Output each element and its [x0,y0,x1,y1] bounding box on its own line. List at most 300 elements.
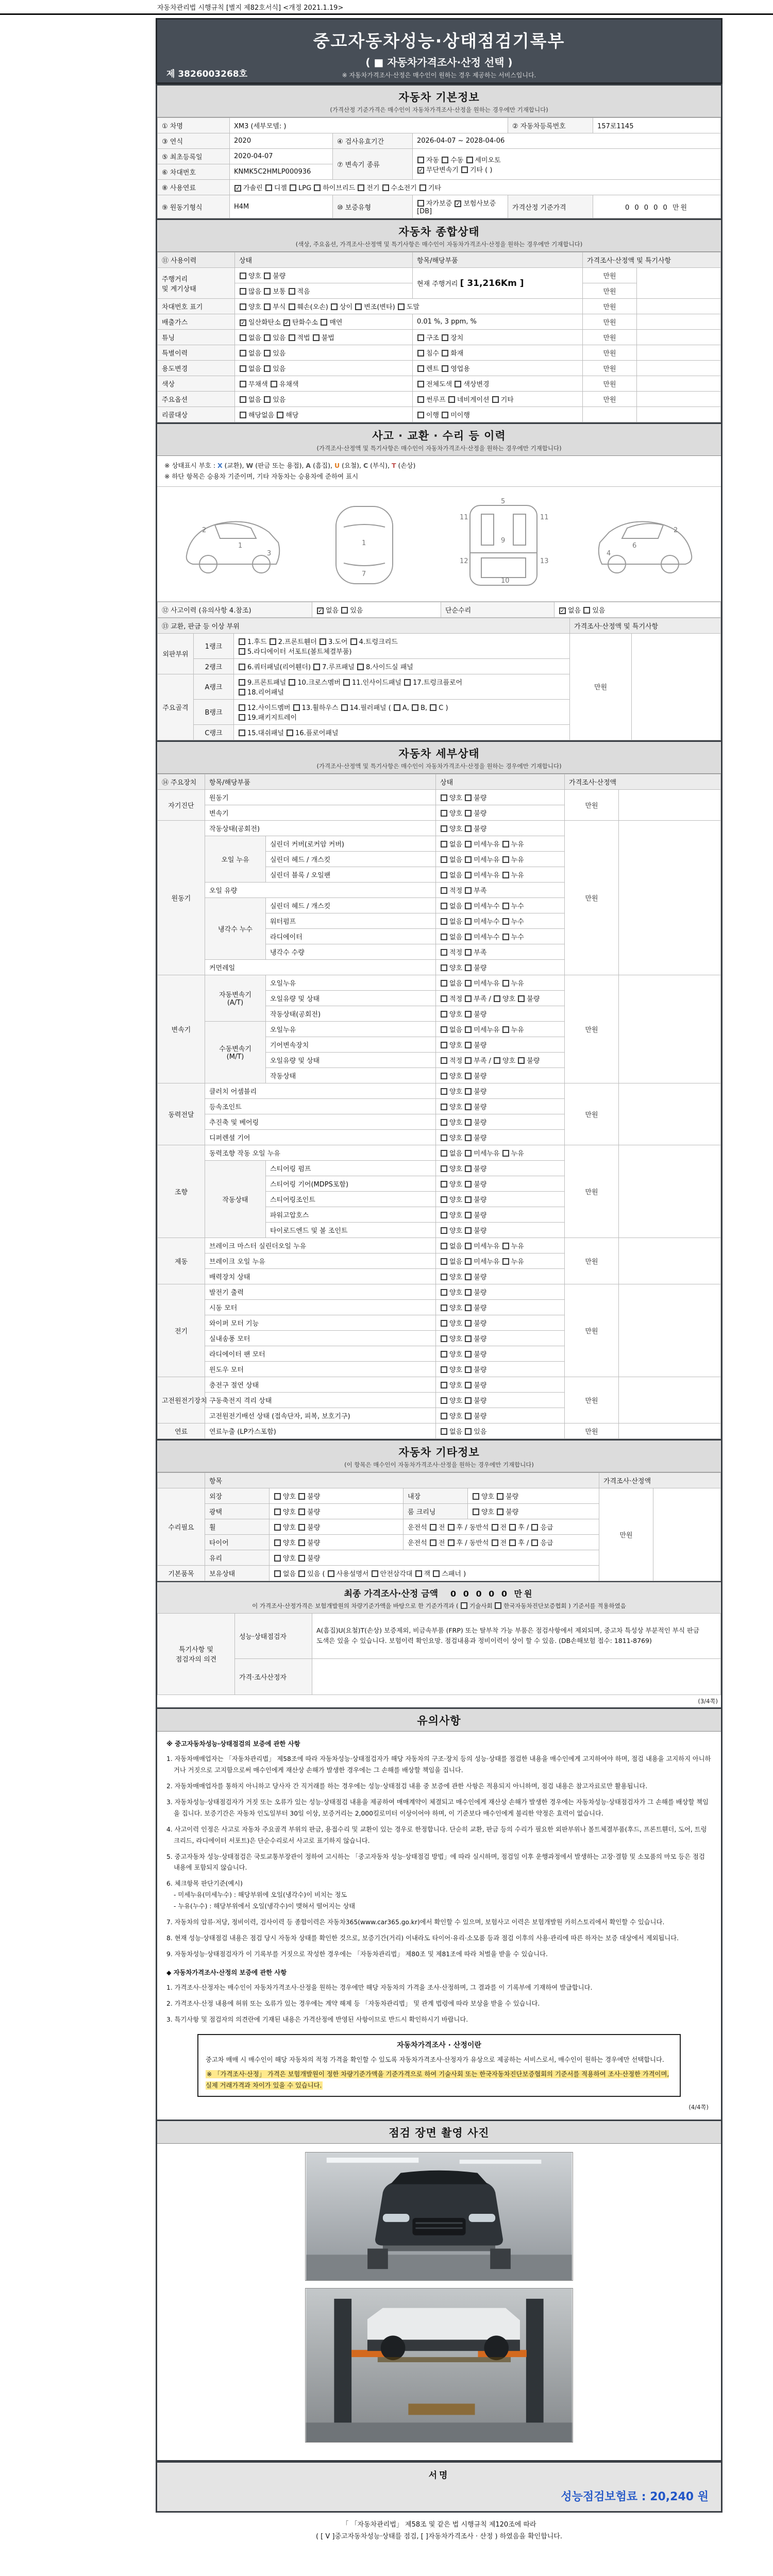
checkbox[interactable] [277,412,283,418]
checkbox[interactable] [502,872,509,878]
checkbox[interactable] [289,303,295,310]
checkbox[interactable] [331,303,338,310]
notice-item: 4. 사고이력 인정은 사고로 자동차 주요골격 부위의 판금, 용접수리 및 교환이 있는 경우로 한정합니다. 단순히 교환, 판금 등의 수리가 필요한 외판부위나 볼트체결부품(후드, 프론트휀더, 도어, 트렁크리드, 라디에이터 서포트)은 단순수리로서 사고로 표기하지 않습니다. [166,1825,707,1844]
checkbox[interactable] [497,1493,503,1500]
warranty-checkboxes: 자가보증 ✓보험사보증 [DB] [413,195,508,218]
state-cell: 양호 불량 [270,1503,404,1519]
state-cell: 양호 불량 [436,1361,565,1377]
field-label: ⑤ 최초등록일 [158,149,230,164]
position-checkboxes: 운전석 전 후 / 동반석 전 후 / 응급 [404,1534,599,1550]
col-header: 항목/해당부품 [205,774,436,789]
position-checkboxes: 운전석 전 후 / 동반석 전 후 / 응급 [404,1519,599,1534]
checkbox[interactable] [441,794,447,801]
checkbox[interactable] [465,1104,472,1110]
item-label: 와이퍼 모터 기능 [205,1315,436,1330]
checkbox[interactable] [264,350,271,357]
checkbox[interactable] [465,1196,472,1203]
col-header: 가격조사·산정액 및 특기사항 [583,252,721,268]
checkbox[interactable] [465,1320,472,1327]
checkbox[interactable] [502,980,509,987]
checkbox[interactable] [441,980,447,987]
checkbox[interactable] [240,381,246,387]
row-label: 튜닝 [158,330,235,345]
checkbox[interactable] [441,1227,447,1234]
section-footer [156,2513,722,2547]
checkbox[interactable] [298,1493,305,1500]
checkbox[interactable] [465,949,472,956]
checkbox[interactable] [448,396,455,403]
misc-info-table [157,1472,721,1581]
checkbox-checked[interactable] [455,200,461,207]
svg-text:10: 10 [501,577,510,585]
checkbox[interactable] [417,381,424,387]
notice-sub-item: 2. 가격조사·산정 내용에 허위 또는 오류가 있는 경우에는 계약 해제 등 「자동차관리법」 및 관계 법령에 따라 보상을 받을 수 있습니다. [166,2000,540,2008]
checkbox[interactable] [441,1304,447,1311]
checkbox[interactable] [442,334,448,341]
state-cell: 양호 불량 [436,1191,565,1207]
checkbox[interactable] [509,1539,516,1546]
checkbox[interactable] [465,1304,472,1311]
notice-header [157,1709,721,1732]
state-cell: 없음 있음 [235,392,413,407]
checkbox[interactable] [314,184,321,191]
checkbox[interactable] [441,964,447,971]
checkbox[interactable] [465,1150,472,1157]
checkbox[interactable] [465,1428,472,1435]
checkbox[interactable] [461,1602,467,1609]
state-cell: 없음 미세누유 누유 [436,867,565,882]
checkbox[interactable] [497,1509,503,1515]
checkbox-checked[interactable] [234,185,241,192]
form-reference [157,2,773,12]
checkbox-checked[interactable] [283,319,290,326]
checkbox[interactable] [341,607,348,614]
basic-header [157,86,721,117]
item-label: 실내송풍 모터 [205,1330,436,1346]
checkbox[interactable] [465,887,472,894]
checkbox[interactable] [509,1524,516,1531]
checkbox[interactable] [298,1539,305,1546]
checkbox[interactable] [239,689,245,696]
checkbox[interactable] [441,1212,447,1218]
sub-group-label: 수동변속기 (M/T) [205,1021,266,1083]
checkbox[interactable] [441,856,447,863]
checkbox[interactable] [239,730,245,736]
checkbox[interactable] [240,303,246,310]
checkbox[interactable] [298,1524,305,1531]
checkbox[interactable] [358,184,364,191]
checkbox[interactable] [412,704,418,711]
checkbox[interactable] [473,1493,479,1500]
checkbox[interactable] [465,856,472,863]
checkbox[interactable] [264,303,271,310]
field-label: 가격산정 기준가격 [508,195,593,218]
checkbox[interactable] [274,1555,281,1562]
checkbox[interactable] [350,638,357,645]
checkbox[interactable] [465,1227,472,1234]
checkbox[interactable] [274,1570,281,1577]
final-price-note: 이 가격조사·산정가격은 보험개발원의 차량기준가액을 바탕으로 한 기준가격과 ( 기술사회 한국자동차진단보증협회 ) 기준서를 적용하였음 [252,1602,626,1609]
checkbox[interactable] [465,1181,472,1188]
checkbox[interactable] [518,1057,525,1064]
transmission-checkboxes: 자동 수동 세미오토 ✓무단변속기 기타 ( ) [413,149,721,180]
checkbox[interactable] [465,918,472,925]
checkbox[interactable] [287,730,293,736]
checkbox[interactable] [264,288,271,295]
legend-desc: (교환), [224,462,246,469]
sub-group-label: 오일 누유 [205,836,266,882]
checkbox[interactable] [448,1524,455,1531]
misc-header [157,1440,721,1472]
checkbox[interactable] [270,638,276,645]
checkbox[interactable] [404,679,411,686]
checkbox[interactable] [502,856,509,863]
checkbox[interactable] [417,365,424,372]
checkbox[interactable] [298,1555,305,1562]
checkbox[interactable] [441,1104,447,1110]
item-label: 오일유량 및 상태 [266,990,436,1006]
checkbox[interactable] [441,1181,447,1188]
checkbox[interactable] [417,412,424,418]
checkbox[interactable] [321,319,327,326]
page-marker: (3/4쪽) [698,1697,718,1705]
checkbox[interactable] [289,679,295,686]
item-label: 디퍼렌셜 기어 [205,1129,436,1145]
checkbox[interactable] [502,918,509,925]
checkbox[interactable] [465,995,472,1002]
checkbox[interactable] [274,1524,281,1531]
checkbox[interactable] [289,288,295,295]
item-label: 변속기 [205,805,436,820]
state-cell: 없음 미세누수 누수 [436,928,565,944]
note-cell [637,345,721,361]
device-group-label: 조향 [158,1145,205,1238]
checkbox[interactable] [240,350,246,357]
checkbox[interactable] [328,1570,334,1577]
item-label: 타이로드엔드 및 볼 조인트 [266,1222,436,1238]
legend-desc: (흠집), [313,462,334,469]
checkbox[interactable] [419,184,426,191]
record-document [156,18,722,2547]
checkbox[interactable] [372,1570,378,1577]
notice-sub-item: 3. 특기사항 및 점검자의 의견란에 기재된 내용은 가격산정에 반영된 사항이므로 반드시 확인하시기 바랍니다. [166,2016,468,2024]
checkbox[interactable] [583,607,590,614]
checkbox[interactable] [441,810,447,817]
state-cell: 적정 부족 [436,944,565,959]
checkbox[interactable] [465,1397,472,1404]
checkbox[interactable] [441,1274,447,1280]
checkbox[interactable] [441,1165,447,1172]
rank-items: 9.프론트패널 10.크로스멤버 11.인사이드패널 17.트렁크플로어 18.리어패널 [234,674,570,699]
state-cell: 양호 불량 [270,1534,404,1550]
item-label: 윈도우 모터 [205,1361,436,1377]
checkbox[interactable] [465,810,472,817]
checkbox[interactable] [274,1493,281,1500]
checkbox[interactable] [394,704,400,711]
state-cell: 무채색 유채색 [235,376,413,392]
accident-note2: ※ 하단 항목은 승용차 기준이며, 기타 자동차는 승용차에 준하여 표시 [164,472,359,481]
checkbox[interactable] [441,1119,447,1126]
checkbox[interactable] [290,184,296,191]
checkbox[interactable] [441,1289,447,1296]
checkbox[interactable] [441,1057,447,1064]
legend-desc: (요철), [342,462,363,469]
state-cell: 양호 불량 [436,1377,565,1392]
checkbox-checked[interactable] [240,319,246,326]
checkbox[interactable] [430,704,436,711]
checkbox[interactable] [441,825,447,832]
checkbox[interactable] [441,1428,447,1435]
checkbox[interactable] [441,1073,447,1079]
checkbox[interactable] [417,200,424,207]
checkbox[interactable] [441,1397,447,1404]
checkbox[interactable] [465,1335,472,1342]
item-label: 휠 [205,1519,270,1534]
checkbox[interactable] [465,1258,472,1265]
checkbox[interactable] [473,1509,479,1515]
item-label: 등속조인트 [205,1098,436,1114]
rank-label: A랭크 [194,674,234,699]
exchange-header: ⑬ 교환, 판금 등 이상 부위 [158,618,570,633]
detail-subtitle: (가격조사·산정액 및 특기사항은 매수인이 자동차가격조사·산정을 원하는 경우에만 기재합니다) [316,762,562,770]
checkbox[interactable] [531,1524,538,1531]
detail-state-table [157,774,721,1439]
checkbox[interactable] [465,1274,472,1280]
checkbox[interactable] [264,396,271,403]
checkbox[interactable] [465,1073,472,1079]
checkbox[interactable] [417,350,424,357]
checkbox[interactable] [343,679,350,686]
price-cell: 만원 [565,1377,619,1423]
checkbox[interactable] [441,1134,447,1141]
checkbox[interactable] [239,664,245,670]
item-label: 스티어링조인트 [266,1191,436,1207]
checkbox[interactable] [264,273,271,279]
checkbox[interactable] [441,1320,447,1327]
checkbox[interactable] [441,1042,447,1048]
checkbox[interactable] [355,303,362,310]
checkbox[interactable] [492,396,499,403]
opinion-text [312,1658,721,1694]
item-label: 광택 [205,1503,270,1519]
checkbox[interactable] [441,918,447,925]
checkbox[interactable] [265,184,272,191]
checkbox[interactable] [465,1134,472,1141]
section-basic-info [156,84,722,220]
checkbox[interactable] [289,334,295,341]
checkbox[interactable] [494,995,500,1002]
notice-body [157,1732,721,2120]
checkbox[interactable] [430,1524,436,1531]
checkbox[interactable] [502,1258,509,1265]
checkbox[interactable] [398,303,405,310]
state-cell: 양호 불량 [436,820,565,836]
state-cell: 없음 미세누수 누수 [436,897,565,913]
accident-title: 사고 · 교환 · 수리 등 이력 [372,430,506,442]
checkbox[interactable] [239,638,245,645]
checkbox[interactable] [448,1539,455,1546]
checkbox[interactable] [240,396,246,403]
checkbox[interactable] [298,1509,305,1515]
checkbox[interactable] [441,1011,447,1018]
checkbox[interactable] [239,679,245,686]
checkbox[interactable] [433,1570,440,1577]
checkbox[interactable] [465,841,472,848]
checkbox[interactable] [320,638,326,645]
checkbox[interactable] [442,365,448,372]
checkbox[interactable] [465,1026,472,1033]
item-label: 추진축 및 베어링 [205,1114,436,1129]
state-cell: 양호 불량 [436,1129,565,1145]
basic-subtitle: (가격산정 기준가격은 매수인이 자동차가격조사·산정을 원하는 경우에만 기재합니다) [330,106,548,113]
checkbox[interactable] [313,334,320,341]
checkbox[interactable] [502,1243,509,1249]
state-cell: 양호 불량 [436,1006,565,1021]
checkbox[interactable] [441,1413,447,1419]
checkbox[interactable] [441,1196,447,1203]
checkbox[interactable] [465,934,472,940]
checkbox[interactable] [441,1351,447,1358]
checkbox[interactable] [240,365,246,372]
checkbox[interactable] [264,365,271,372]
checkbox[interactable] [274,1509,281,1515]
checkbox[interactable] [441,934,447,940]
checkbox[interactable] [239,714,245,721]
sub-group-label: 자동변속기 (A/T) [205,975,266,1021]
checkbox[interactable] [465,825,472,832]
checkbox[interactable] [465,1165,472,1172]
checkbox[interactable] [455,381,461,387]
checkbox[interactable] [502,1026,509,1033]
checkbox[interactable] [531,1539,538,1546]
checkbox[interactable] [298,1570,305,1577]
checkbox[interactable] [441,995,447,1002]
checkbox[interactable] [466,157,473,163]
checkbox[interactable] [502,1150,509,1157]
price-cell: 만원 [583,268,637,283]
checkbox[interactable] [239,704,245,711]
item-label: 작동상태 [266,1067,436,1083]
state-cell: 양호 불량 [436,1207,565,1222]
checkbox[interactable] [465,1243,472,1249]
checkbox[interactable] [441,1382,447,1388]
price-cell: 만원 [583,299,637,314]
checkbox[interactable] [465,1382,472,1388]
checkbox[interactable] [465,903,472,909]
checkbox[interactable] [465,1088,472,1095]
checkbox[interactable] [341,704,348,711]
checkbox[interactable] [441,903,447,909]
checkbox[interactable] [465,1289,472,1296]
checkbox[interactable] [465,1351,472,1358]
checkbox[interactable] [239,648,245,655]
checkbox[interactable] [382,184,389,191]
checkbox[interactable] [502,841,509,848]
checkbox[interactable] [442,157,448,163]
checkbox[interactable] [441,1366,447,1373]
checkbox[interactable] [293,704,300,711]
field-value: 2026-04-07 ~ 2028-04-06 [413,133,721,149]
price-survey-box-text: 중고차 매매 시 매수인이 해당 자동차의 적정 가격을 확인할 수 있도록 자동차가격조사·산정자가 유상으로 제공하는 서비스로서, 매수인이 원하는 경우에만 선택합니다. [206,2056,664,2063]
checkbox[interactable] [502,903,509,909]
checkbox-checked[interactable] [417,167,424,174]
note-cell [619,1238,721,1284]
checkbox[interactable] [441,1258,447,1265]
checkbox[interactable] [313,664,320,670]
checkbox[interactable] [240,412,246,418]
checkbox[interactable] [240,334,246,341]
checkbox[interactable] [494,1057,500,1064]
field-label: ② 자동차등록번호 [508,118,593,133]
checkbox[interactable] [417,396,424,403]
checkbox[interactable] [465,1042,472,1048]
field-label: ① 차명 [158,118,230,133]
state-cell: 양호 불량 [436,789,565,805]
checkbox[interactable] [442,412,448,418]
checkbox[interactable] [271,381,277,387]
checkbox[interactable] [495,1602,501,1609]
checkbox[interactable] [441,1088,447,1095]
checkbox[interactable] [441,887,447,894]
checkbox[interactable] [441,949,447,956]
checkbox[interactable] [465,1413,472,1419]
checkbox[interactable] [518,995,525,1002]
checkbox[interactable] [264,334,271,341]
checkbox[interactable] [441,1243,447,1249]
checkbox[interactable] [415,1570,422,1577]
accident-flag-table [157,602,721,618]
field-label: ⑩ 보증유형 [333,195,413,218]
state-cell: 양호 불량 [436,1330,565,1346]
checkbox[interactable] [441,1335,447,1342]
checkbox[interactable] [465,794,472,801]
checkbox[interactable] [240,273,246,279]
legend-prefix: ※ 상태표시 부호 : [164,462,218,469]
checkbox[interactable] [441,1026,447,1033]
checkbox[interactable] [465,872,472,878]
rank-items: 12.사이드멤버 13.휠하우스 14.필러패널 ( A, B, C ) 19.패키지트레이 [234,699,570,724]
checkbox[interactable] [441,1150,447,1157]
checkbox[interactable] [465,1057,472,1064]
checkbox[interactable] [492,1524,498,1531]
checkbox[interactable] [357,664,364,670]
parts-cell: 전체도색 색상변경 [413,376,583,392]
state-cell: 양호 불량 [436,1268,565,1284]
checkbox[interactable] [465,1011,472,1018]
svg-text:6: 6 [632,541,637,550]
checkbox[interactable] [461,166,468,173]
checkbox-checked[interactable] [559,607,566,614]
checkbox[interactable] [465,964,472,971]
checkbox[interactable] [465,1366,472,1373]
checkbox[interactable] [417,157,424,163]
checkbox[interactable] [465,1119,472,1126]
checkbox[interactable] [502,934,509,940]
checkbox[interactable] [430,1539,436,1546]
checkbox[interactable] [441,841,447,848]
legend-code: T [391,462,396,469]
checkbox[interactable] [465,980,472,987]
checkbox[interactable] [417,334,424,341]
checkbox[interactable] [492,1539,498,1546]
checkbox[interactable] [465,1212,472,1218]
note-cell [619,1083,721,1145]
checkbox[interactable] [274,1539,281,1546]
checkbox[interactable] [240,288,246,295]
checkbox-checked[interactable] [317,607,324,614]
checkbox[interactable] [441,872,447,878]
checkbox[interactable] [442,350,448,357]
